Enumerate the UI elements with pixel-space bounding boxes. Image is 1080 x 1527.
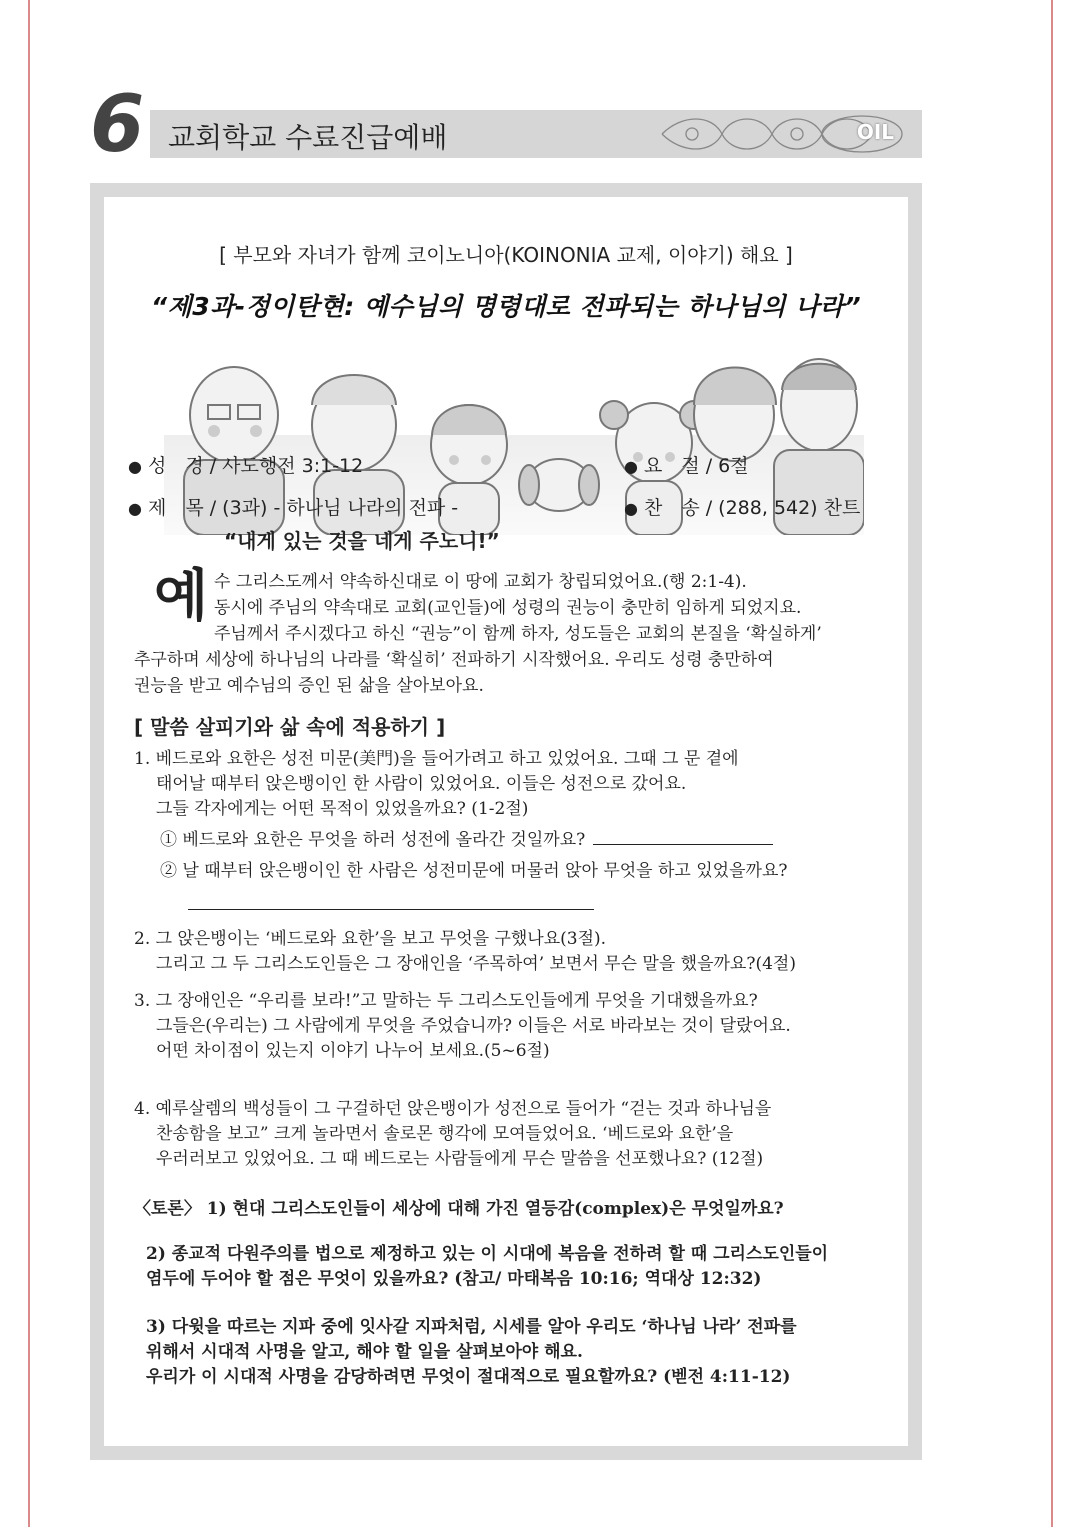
chapter-number: 6: [90, 80, 145, 170]
discussion-line: 2) 종교적 다원주의를 법으로 제정하고 있는 이 시대에 복음을 전하려 할 때 그리스도인들이: [146, 1244, 829, 1264]
discussion-line: 3) 다윗을 따르는 지파 중에 잇사갈 지파처럼, 시세를 알아 우리도 ‘하나님 나라’ 전파를: [146, 1317, 797, 1337]
lesson-motto: “내게 있는 것을 네게 주노니!”: [224, 529, 500, 553]
discussion-1: [134, 1197, 904, 1222]
question-2: [134, 927, 894, 977]
intro-dropcap: 예: [154, 564, 209, 629]
question-line: 1. 베드로와 요한은 성전 미문(美門)을 들어가려고 하고 있었어요. 그때 그 문 곁에: [134, 749, 739, 769]
scripture-label: 성 경 / 사도행전 3:1-12: [147, 455, 364, 477]
intro-line: 주님께서 주시겠다고 하신 “권능”이 함께 하자, 성도들은 교회의 본질을 ‘확실하게’: [214, 624, 822, 644]
question-line: 4. 예루살렘의 백성들이 그 구걸하던 앉은뱅이가 성전으로 들어가 “걷는 것과 하나님을: [134, 1099, 772, 1119]
question-1: [134, 747, 894, 884]
discussion-line: 위해서 시대적 사명을 알고, 해야 할 일을 살펴보아야 해요.: [146, 1342, 583, 1362]
question-4: [134, 1097, 894, 1172]
topic-label: 제 목 / (3과) - 하나님 나라의 전파 -: [147, 497, 459, 519]
question-line: 태어날 때부터 앉은뱅이인 한 사람이 있었어요. 이들은 성전으로 갔어요.: [156, 774, 687, 794]
question-line: 3. 그 장애인은 “우리를 보라!”고 말하는 두 그리스도인들에게 무엇을 기대했을까요?: [134, 991, 758, 1011]
scripture-info: ● 성 경 / 사도행전 3:1-12: [128, 455, 364, 477]
lesson-title: “제3과-정이탄현: 예수님의 명령대로 전파되는 하나님의 나라”: [150, 292, 862, 321]
sub-question-text: ① 베드로와 요한은 무엇을 하러 성전에 올라간 것일까요?: [160, 830, 586, 850]
intro-line: 수 그리스도께서 약속하신대로 이 땅에 교회가 창립되었어요.(행 2:1-4).: [214, 572, 747, 592]
question-line: 찬송함을 보고” 크게 놀라면서 솔로몬 행각에 모여들었어요. ‘베드로와 요한’을: [156, 1124, 734, 1144]
topic-info: ● 제 목 / (3과) - 하나님 나라의 전파 -: [128, 497, 459, 519]
question-line: 그들은(우리는) 그 사람에게 무엇을 주었습니까? 이들은 서로 바라보는 것이 달랐어요.: [156, 1016, 791, 1036]
intro-line: 동시에 주님의 약속대로 교회(교인들)에 성령의 권능이 충만히 임하게 되었지요.: [214, 598, 802, 618]
discussion-3: [146, 1315, 916, 1390]
lesson-content: [104, 197, 908, 1446]
answer-line[interactable]: [188, 909, 594, 910]
question-3: [134, 989, 894, 1064]
oil-logo: OIL: [856, 120, 894, 144]
hymn-info: ● 찬 송 / (288, 542) 찬트: [624, 497, 861, 519]
discussion-line: 우리가 이 시대적 사명을 감당하려면 무엇이 절대적으로 필요할까요? (벧전 4:11-12): [146, 1367, 791, 1387]
discussion-line: 〈토론〉 1) 현대 그리스도인들이 세상에 대해 가진 열등감(complex)은 무엇일까요?: [134, 1199, 784, 1219]
sub-question-1: [134, 828, 894, 853]
discussion-2: [146, 1242, 916, 1292]
chapter-title: 교회학교 수료진급예배: [168, 121, 448, 154]
koinonia-banner: [ 부모와 자녀가 함께 코이노니아(KOINONIA 교제, 이야기) 해요 ]: [219, 243, 793, 267]
question-line: 그리고 그 두 그리스도인들은 그 장애인을 ‘주목하여’ 보면서 무슨 말을 했을까요?(4절): [156, 954, 796, 974]
answer-blank[interactable]: [593, 831, 773, 845]
question-line: 그들 각자에게는 어떤 목적이 있었을까요? (1-2절): [156, 799, 529, 819]
hymn-label: 찬 송 / (288, 542) 찬트: [643, 497, 861, 519]
verse-info: ● 요 절 / 6절: [624, 455, 749, 477]
sub-question-2: ② 날 때부터 앉은뱅이인 한 사람은 성전미문에 머물러 앉아 무엇을 하고 있었을까요?: [160, 861, 788, 881]
question-line: 어떤 차이점이 있는지 이야기 나누어 보세요.(5~6절): [156, 1041, 550, 1061]
verse-label: 요 절 / 6절: [643, 455, 749, 477]
intro-line: 추구하며 세상에 하나님의 나라를 ‘확실히’ 전파하기 시작했어요. 우리도 성령 충만하여: [134, 650, 774, 670]
intro-line: 권능을 받고 예수님의 증인 된 삶을 살아보아요.: [134, 676, 484, 696]
question-line: 우러러보고 있었어요. 그 때 베드로는 사람들에게 무슨 말씀을 선포했나요? (12절): [156, 1149, 764, 1169]
section-title: [ 말씀 살피기와 삶 속에 적용하기 ]: [134, 715, 446, 739]
chapter-header: [90, 80, 922, 170]
lesson-frame: [90, 183, 922, 1460]
discussion-line: 염두에 두어야 할 점은 무엇이 있을까요? (참고/ 마태복음 10:16; 역대상 12:32): [146, 1269, 762, 1289]
question-line: 2. 그 앉은뱅이는 ‘베드로와 요한’을 보고 무엇을 구했나요(3절).: [134, 929, 607, 949]
